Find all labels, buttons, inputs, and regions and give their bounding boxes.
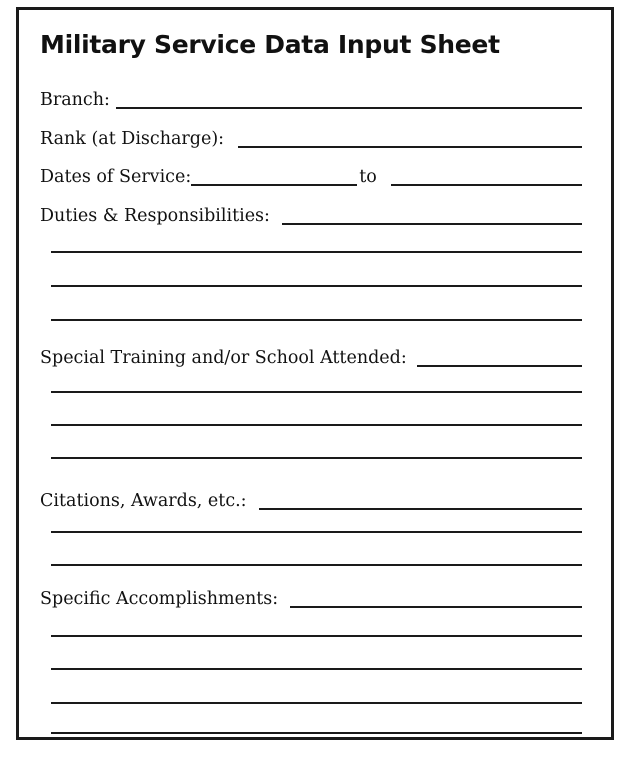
branch-label: Branch: [40,90,110,110]
rank-row [40,123,582,151]
training-line[interactable] [51,391,582,393]
branch-blank[interactable] [116,106,582,109]
accomplishments-line[interactable] [51,635,582,637]
dates-label: Dates of Service: [40,167,192,187]
branch-row [40,84,582,112]
training-blank[interactable] [417,364,582,367]
rank-blank[interactable] [238,145,582,148]
dates-to-blank[interactable] [391,183,582,186]
citations-line[interactable] [51,531,582,533]
duties-row [40,200,582,228]
dates-from-blank[interactable] [191,183,357,186]
duties-label: Duties & Responsibilities: [40,206,270,226]
accomplishments-row [40,583,582,611]
dates-row [40,161,582,189]
form-title: Military Service Data Input Sheet [40,30,500,59]
rank-label: Rank (at Discharge): [40,129,225,149]
data-input-sheet [16,7,614,740]
citations-blank[interactable] [259,507,582,510]
duties-blank[interactable] [282,222,582,225]
duties-line[interactable] [51,319,582,321]
duties-line[interactable] [51,285,582,287]
accomplishments-label: Specific Accomplishments: [40,589,279,609]
duties-line[interactable] [51,251,582,253]
accomplishments-line[interactable] [51,668,582,670]
accomplishments-blank[interactable] [290,605,582,608]
accomplishments-line[interactable] [51,702,582,704]
citations-line[interactable] [51,564,582,566]
citations-row [40,485,582,513]
citations-label: Citations, Awards, etc.: [40,491,247,511]
dates-to-label: to [359,167,377,187]
training-line[interactable] [51,457,582,459]
accomplishments-line[interactable] [51,732,582,734]
training-label: Special Training and/or School Attended: [40,348,407,368]
training-row [40,342,582,370]
training-line[interactable] [51,424,582,426]
